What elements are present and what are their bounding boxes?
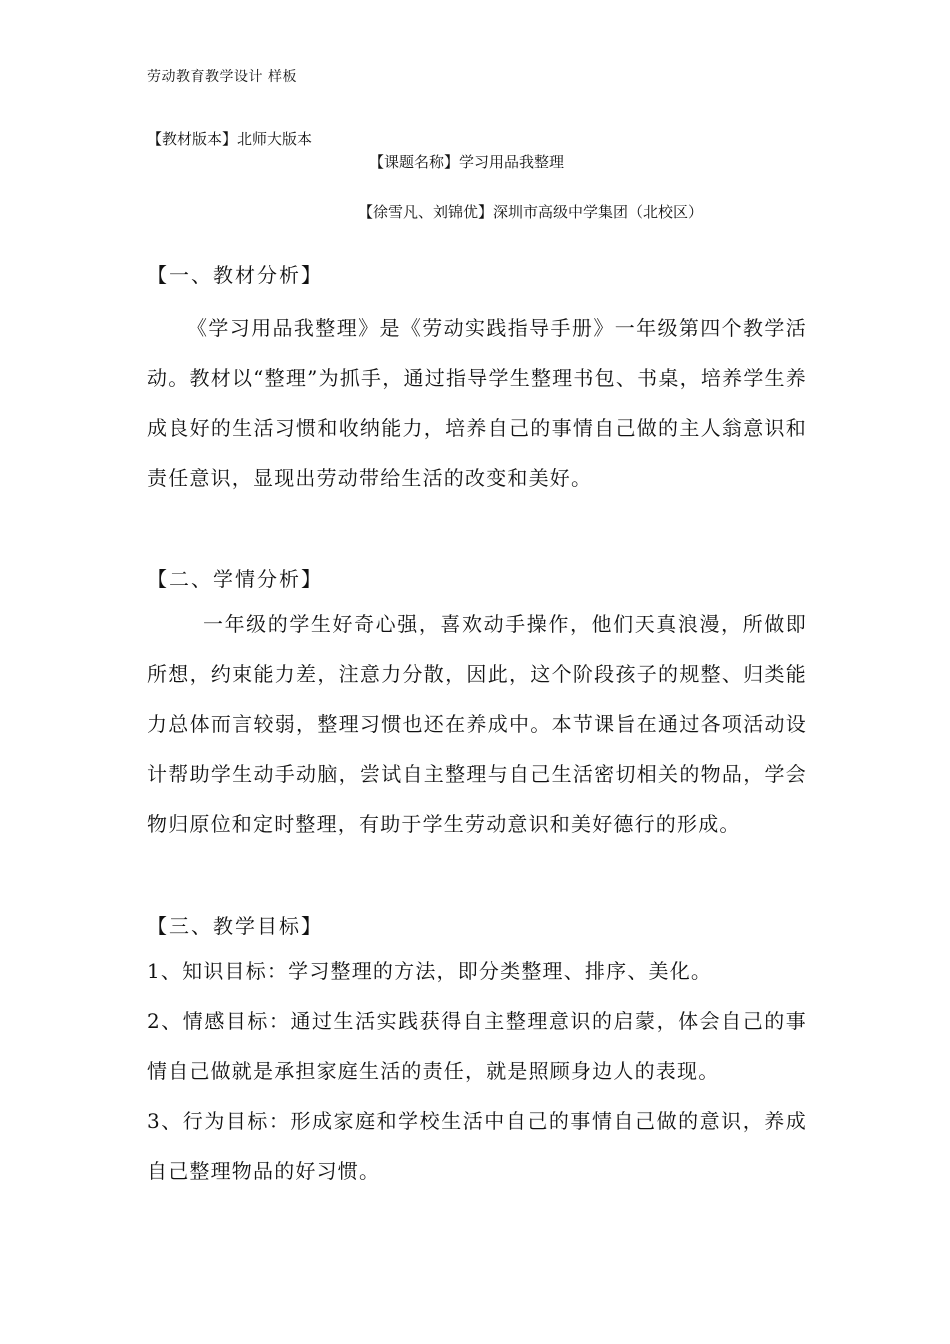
learner-analysis-paragraph: 一年级的学生好奇心强，喜欢动手操作，他们天真浪漫，所做即所想，约束能力差，注意力分散，因此，这个阶段孩子的规整、归类能力总体而言较弱，整理习惯也还在养成中。本节课旨在通过各项活动设计帮助学生动手动脑，尝试自主整理与自己生活密切相关的物品，学会物归原位和定时整理，有助于学生劳动意识和美好德行的形成。 <box>147 612 807 836</box>
goal-item-emotion: 2、情感目标：通过生活实践获得自主整理意识的启蒙，体会自己的事情自己做就是承担家庭生活的责任，就是照顾身边人的表现。 <box>147 1009 807 1083</box>
document-type-label: 劳动教育教学设计 样板 <box>147 69 297 85</box>
section-heading-learner-analysis: 【二、学情分析】 <box>147 567 323 591</box>
goal-item-knowledge: 1、知识目标：学习整理的方法，即分类整理、排序、美化。 <box>147 959 713 983</box>
textbook-edition: 【教材版本】北师大版本 <box>147 130 313 148</box>
section-heading-textbook-analysis: 【一、教材分析】 <box>147 263 323 287</box>
textbook-analysis-paragraph: 《学习用品我整理》是《劳动实践指导手册》一年级第四个教学活动。教材以“整理”为抓手，通过指导学生整理书包、书桌，培养学生养成良好的生活习惯和收纳能力，培养自己的事情自己做的主人翁意识和责任意识，显现出劳动带给生活的改变和美好。 <box>147 316 807 490</box>
lesson-title: 【课题名称】学习用品我整理 <box>369 153 565 171</box>
goal-item-behavior: 3、行为目标：形成家庭和学校生活中自己的事情自己做的意识，养成自己整理物品的好习惯。 <box>147 1109 807 1183</box>
section-heading-teaching-goals: 【三、教学目标】 <box>147 914 323 938</box>
authors-school: 【徐雪凡、刘锦优】深圳市高级中学集团（北校区） <box>358 203 704 221</box>
